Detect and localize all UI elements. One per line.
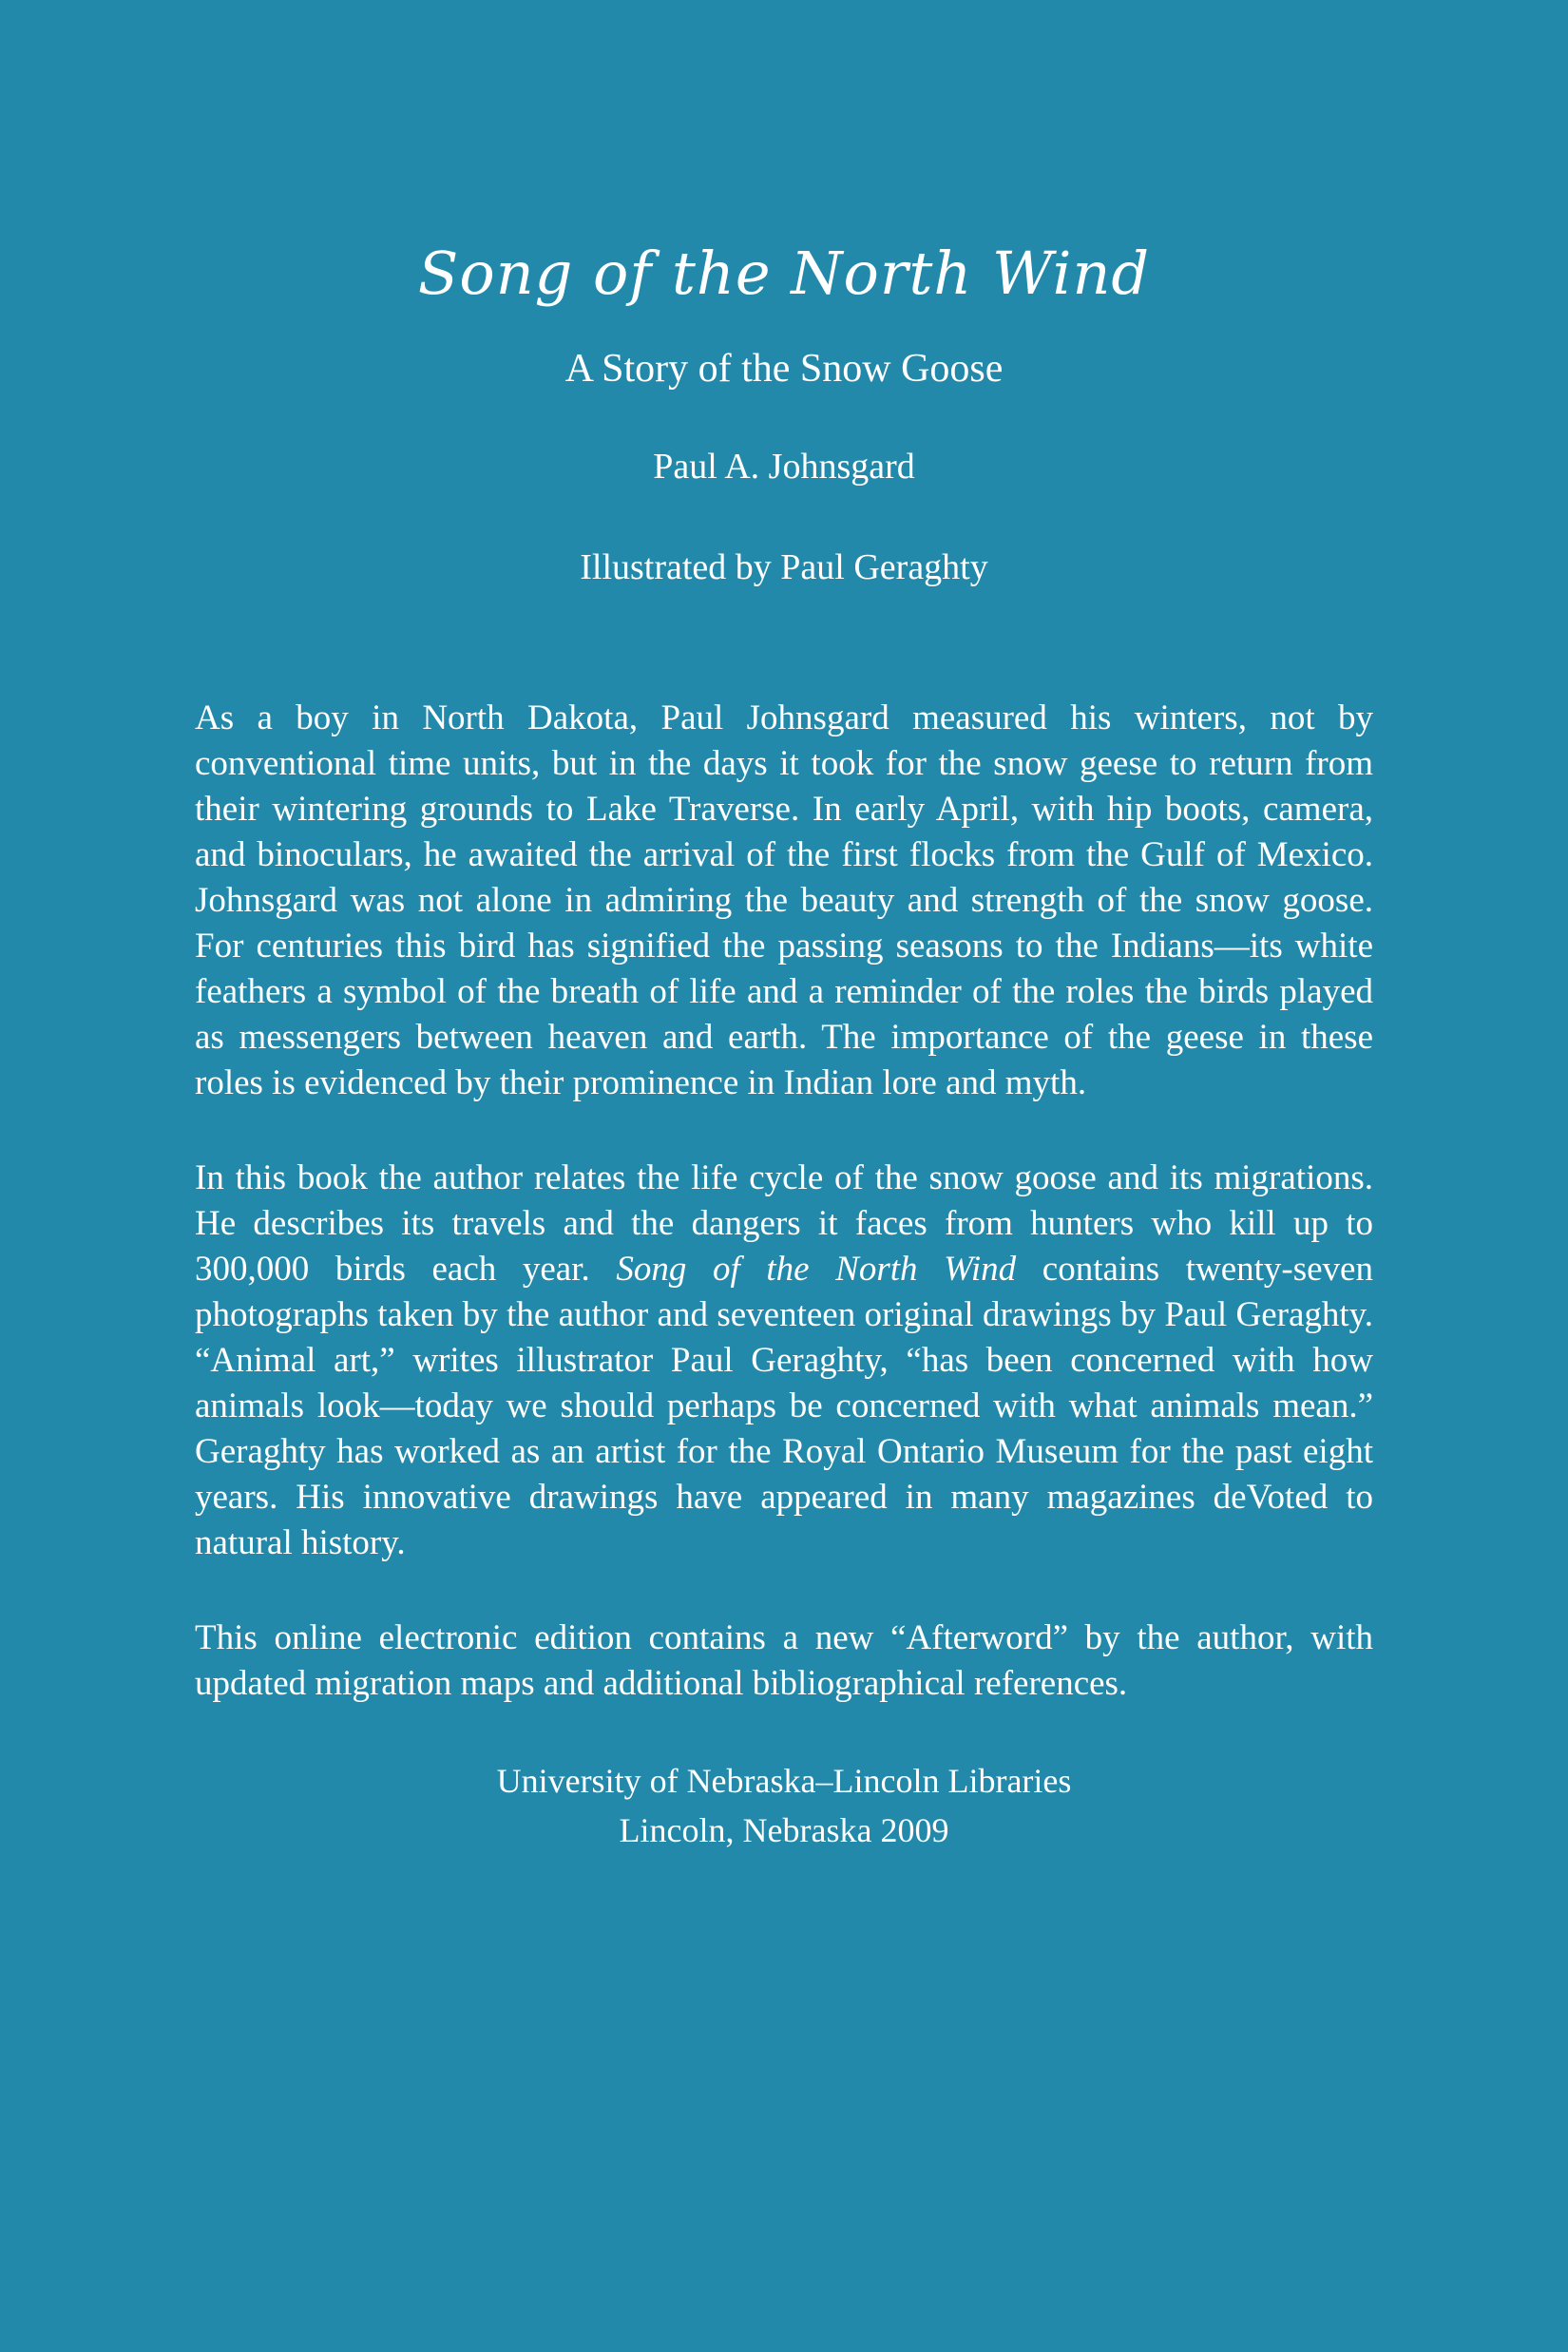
paragraph-2-book-title: Song of the North Wind (616, 1250, 1017, 1289)
book-title: Song of the North Wind (417, 239, 1151, 308)
publisher-block (195, 1756, 1373, 1855)
book-illustrator: Illustrated by Paul Geraghty (580, 547, 988, 587)
description-body (195, 696, 1373, 1707)
publisher-name: University of Nebraska–Lincoln Libraries (496, 1762, 1072, 1800)
publisher-place-year: Lincoln, Nebraska 2009 (619, 1811, 949, 1849)
description-paragraph-2 (195, 1156, 1373, 1566)
paragraph-2-text-end: contains twenty-seven photographs taken by the author and seventeen original drawings by Paul Geraghty. “Animal art,” writes illustrator Paul Geraghty, “has been concerned with how animals look—today we should perhaps be concerned with what animals mean.” Geraghty has worked as an artist for the Royal Ontario Museum for the past eight years. His innovative drawings have appeared in many magazines deVoted to natural history. (195, 1250, 1373, 1562)
book-subtitle: A Story of the Snow Goose (564, 347, 1004, 391)
paragraph-2-text-start: In this book the author relates the life cycle of the snow goose and its migrations. He describes its travels and the dangers it faces from hunters who kill up to 300,000 birds each year. (195, 1158, 1373, 1289)
book-author: Paul A. Johnsgard (653, 447, 915, 487)
description-paragraph-1: As a boy in North Dakota, Paul Johnsgard measured his winters, not by conventional time units, but in the days it took for the snow geese to return from their wintering grounds to Lake Traverse. In early April, with hip boots, camera, and binoculars, he awaited the arrival of the first flocks from the Gulf of Mexico. Johnsgard was not alone in admiring the beauty and strength of the snow goose. For centuries this bird has signified the passing seasons to the Indians—its white feathers a symbol of the breath of life and a reminder of the roles the birds played as messengers between heaven and earth. The importance of the geese in these roles is evidenced by their prominence in Indian lore and myth. (195, 698, 1373, 1102)
description-paragraph-3: This online electronic edition contains a new “Afterword” by the author, with updated migration maps and additional bibliographical references. (195, 1618, 1373, 1703)
